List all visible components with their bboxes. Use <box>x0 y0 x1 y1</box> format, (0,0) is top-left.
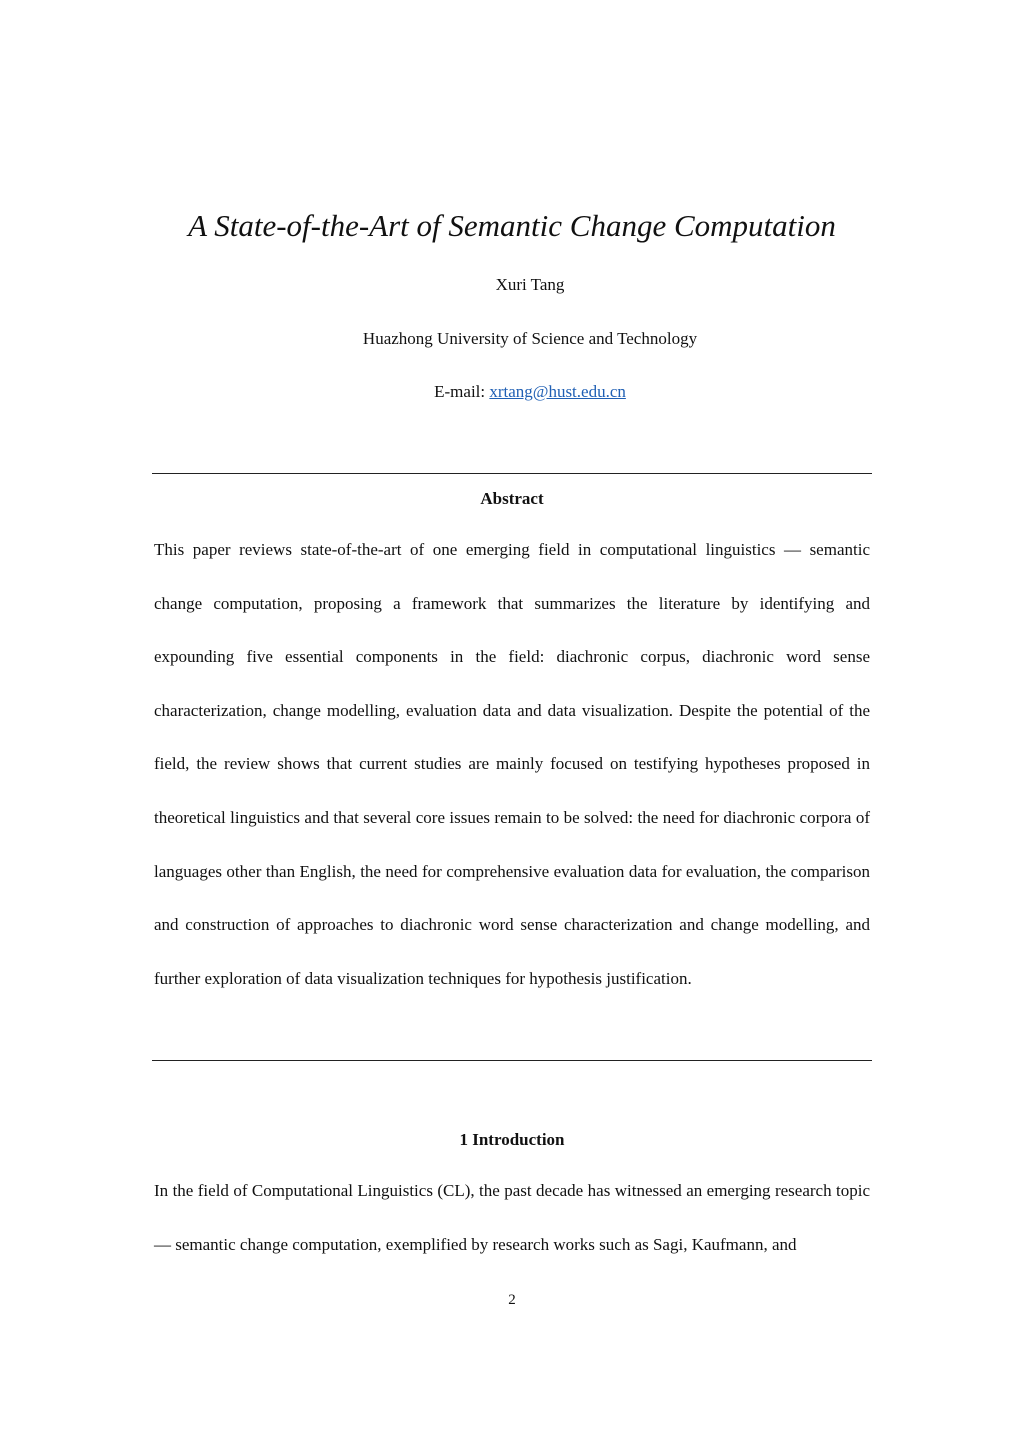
introduction-text: In the field of Computational Linguistics (CL), the past decade has witnessed an emerging research topic — semantic change computation, exemplified by research works such as Sagi, Kaufmann, and <box>154 1181 870 1254</box>
author-name: Xuri Tang <box>495 275 565 294</box>
abstract-top-rule <box>152 473 872 474</box>
abstract-text: This paper reviews state-of-the-art of one emerging field in computational linguistics — semantic change computation, proposing a framework that summarizes the literature by identifying and expounding five essential components in the field: diachronic corpus, diachronic word sense characterization, change modelling, evaluation data and data visualization. Despite the potential of the field, the review shows that current studies are mainly focused on testifying hypotheses proposed in theoretical linguistics and that several core issues remain to be solved: the need for diachronic corpora of languages other than English, the need for comprehensive evaluation data for evaluation, the comparison and construction of approaches to diachronic word sense characterization and change modelling, and further exploration of data visualization techniques for hypothesis justification. <box>154 540 870 988</box>
abstract-bottom-rule <box>152 1060 872 1061</box>
author-email-line <box>18 380 1024 404</box>
abstract-heading: Abstract <box>480 489 544 508</box>
paper-title: A State-of-the-Art of Semantic Change Computation <box>188 208 836 243</box>
author-affiliation: Huazhong University of Science and Technology <box>362 329 698 348</box>
email-link[interactable]: xrtang@hust.edu.cn <box>489 382 626 401</box>
email-label: E-mail: <box>434 382 490 401</box>
page-number: 2 <box>508 1292 516 1308</box>
introduction-heading: 1 Introduction <box>459 1130 565 1149</box>
